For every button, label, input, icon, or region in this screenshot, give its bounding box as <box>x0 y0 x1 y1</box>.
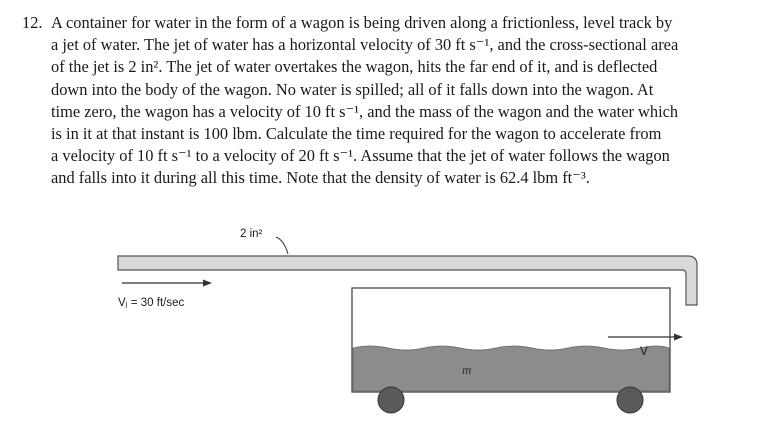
wagon-water <box>353 346 669 391</box>
wagon-velocity-label: V <box>640 346 648 358</box>
mass-label: m <box>462 362 472 377</box>
problem-line-6: is in it at that instant is 100 lbm. Calculate the time required for the wagon to accelerate from <box>51 124 662 144</box>
wagon-wheel-right <box>617 387 643 413</box>
problem-line-7: a velocity of 10 ft s⁻¹ to a velocity of 20 ft s⁻¹. Assume that the jet of water follows the wagon <box>51 146 670 166</box>
wagon-wheel-left <box>378 387 404 413</box>
problem-number: 12. <box>22 13 43 32</box>
problem-line-5: time zero, the wagon has a velocity of 10 ft s⁻¹, and the mass of the wagon and the water which <box>51 101 679 121</box>
problem-line-1: A container for water in the form of a wagon is being driven along a frictionless, level track by <box>51 13 673 32</box>
wagon-velocity-arrowhead <box>674 334 683 341</box>
jet-velocity-label: Vⱼ = 30 ft/sec <box>118 297 185 309</box>
problem-line-8: and falls into it during all this time. Note that the density of water is 62.4 lbm ft⁻³. <box>51 168 590 188</box>
problem-line-2: a jet of water. The jet of water has a horizontal velocity of 30 ft s⁻¹, and the cross-sectional area <box>51 35 679 55</box>
problem-line-4: down into the body of the wagon. No water is spilled; all of it falls down into the wagon. At <box>51 79 654 99</box>
area-leader-line <box>276 237 288 254</box>
area-label: 2 in² <box>240 228 263 240</box>
jet-velocity-arrowhead <box>203 280 212 287</box>
problem-line-3: of the jet is 2 in². The jet of water overtakes the wagon, hits the far end of it, and is deflected <box>51 57 658 77</box>
